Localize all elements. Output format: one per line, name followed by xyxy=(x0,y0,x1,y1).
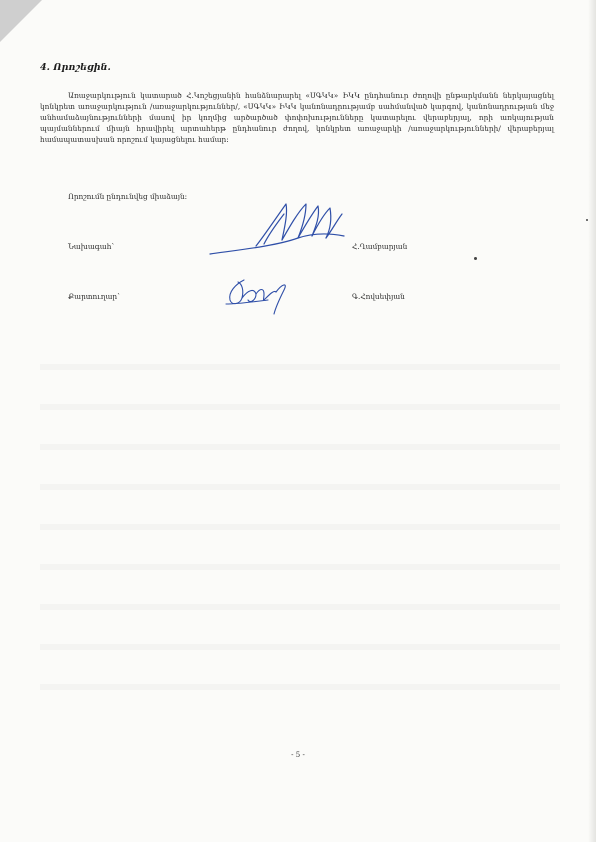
ink-speck xyxy=(586,219,588,221)
secretary-role-label: Քարտուղար՝ xyxy=(68,292,120,301)
chair-role-label: Նախագահ՝ xyxy=(68,242,115,251)
page-number: - 5 - xyxy=(291,751,305,759)
show-through-background xyxy=(40,330,560,710)
chair-name: Հ.Ղամբարյան xyxy=(352,242,408,251)
secretary-name: Գ.Հովսեփյան xyxy=(352,292,405,301)
page-edge-shadow xyxy=(588,0,596,842)
folded-corner xyxy=(0,0,42,42)
ink-speck xyxy=(474,257,477,260)
chair-signature xyxy=(198,192,358,264)
secretary-signature xyxy=(222,270,302,326)
decision-paragraph: Առաջարկություն կատարած Հ.Կոշեցյանին հանձնարարել «ՍԳԿԿ» ԻԿԿ ընդհանուր ժողովի ընթարկմանն ներկայացնել կոնկրետ առաջարկություն /առաջարկություններ/, «ՍԳԿԿ» ԻԿԿ կանոնադրությամբ սահմանված կարգով, կանոնադրության մեջ անհամաձայնությունների մասով իր կողմից արծարծած փոփոխությունները կատարելու վերաբերյալ, որի առկայության պայմաններում միայն հրավիրել արտահերթ ընդհանուր ժողով, կոնկրետ առաջարկի /առաջարկությունների/ վերաբերյալ համապատասխան որոշում կայացնելու համար: xyxy=(40,91,554,144)
section-heading: 4. Որոշեցին. xyxy=(40,62,111,73)
decision-unanimous-note: Որոշումն ընդունվեց միաձայն: xyxy=(68,192,188,201)
